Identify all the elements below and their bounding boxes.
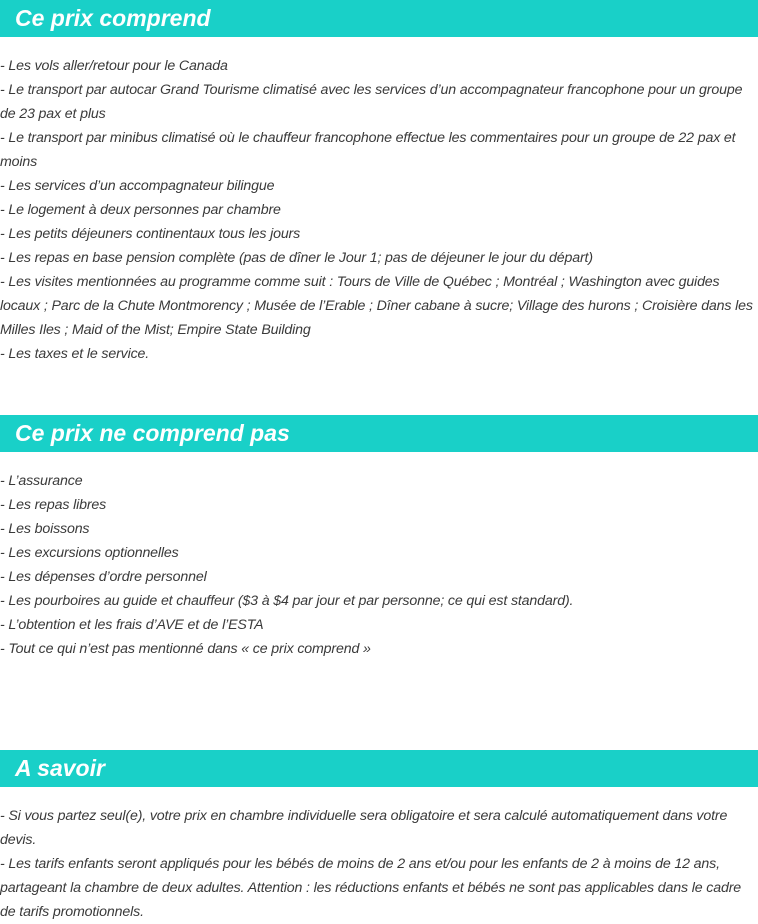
list-item: - Les dépenses d’ordre personnel — [0, 569, 207, 585]
excludes-list — [0, 469, 758, 661]
list-item: - L’assurance — [0, 473, 83, 489]
section-title-includes: Ce prix comprend — [0, 0, 758, 37]
list-item: - Les pourboires au guide et chauffeur ($3 à $4 par jour et par personne; ce qui est standard). — [0, 593, 574, 609]
list-item: - Le transport par minibus climatisé où le chauffeur francophone effectue les commentaires pour un groupe de 22 pax et moins — [0, 130, 736, 170]
list-item: - Les taxes et le service. — [0, 346, 150, 362]
list-item: - Les boissons — [0, 521, 90, 537]
list-item: - Tout ce qui n’est pas mentionné dans « ce prix comprend » — [0, 641, 371, 657]
section-title-to-know: A savoir — [0, 750, 758, 787]
section-title-excludes: Ce prix ne comprend pas — [0, 415, 758, 452]
includes-list — [0, 54, 758, 366]
list-item: - Si vous partez seul(e), votre prix en chambre individuelle sera obligatoire et sera calculé automatiquement dans votre devis. — [0, 808, 728, 848]
list-item: - Le transport par autocar Grand Tourisme climatisé avec les services d’un accompagnateur francophone pour un groupe de 23 pax et plus — [0, 82, 743, 122]
list-item: - Les services d’un accompagnateur bilingue — [0, 178, 275, 194]
list-item: - Les excursions optionnelles — [0, 545, 179, 561]
list-item: - Les vols aller/retour pour le Canada — [0, 58, 228, 74]
list-item: - Le logement à deux personnes par chambre — [0, 202, 281, 218]
list-item: - Les tarifs enfants seront appliqués pour les bébés de moins de 2 ans et/ou pour les enfants de 2 à moins de 12 ans, partageant la chambre de deux adultes. Attention : les réductions enfants et bébés ne sont pas applicables dans le cadre de tarifs promotionnels. — [0, 856, 742, 920]
list-item: - L’obtention et les frais d’AVE et de l’ESTA — [0, 617, 264, 633]
list-item: - Les visites mentionnées au programme comme suit : Tours de Ville de Québec ; Montréal ; Washington avec guides locaux ; Parc de la Chute Montmorency ; Musée de l’Erable ; Dîner cabane à sucre; Village des hurons ; Croisière dans les Milles Iles ; Maid of the Mist; Empire State Building — [0, 274, 753, 338]
to-know-list — [0, 804, 758, 924]
list-item: - Les repas libres — [0, 497, 107, 513]
list-item: - Les repas en base pension complète (pas de dîner le Jour 1; pas de déjeuner le jour du départ) — [0, 250, 593, 266]
list-item: - Les petits déjeuners continentaux tous les jours — [0, 226, 301, 242]
